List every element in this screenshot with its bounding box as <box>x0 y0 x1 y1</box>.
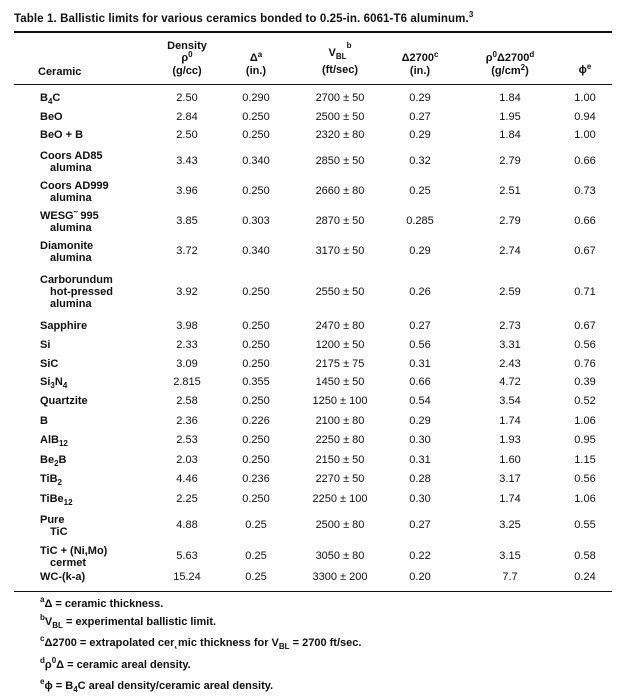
ceramic-name-main: BeO <box>40 111 63 123</box>
ballistic-limit-cell: 2250 ± 80 <box>315 434 365 446</box>
thickness-cell: 0.236 <box>242 473 270 485</box>
thickness-cell: 0.250 <box>242 320 270 332</box>
ceramic-name <box>40 240 158 264</box>
ceramic-name-subscript: 4 <box>47 97 53 106</box>
ceramic-name-main: Pure <box>40 514 65 526</box>
phi-cell: 0.67 <box>574 320 596 332</box>
d2700-cell: 0.285 <box>406 215 434 227</box>
ceramic-name-subscript2: 4 <box>62 381 68 390</box>
thickness-cell: 0.226 <box>242 415 270 427</box>
areal-density-cell: 2.73 <box>499 320 521 332</box>
d2700-cell: 0.28 <box>409 473 431 485</box>
table-caption <box>14 10 614 25</box>
ceramic-name-main: AlB <box>40 434 59 446</box>
density-cell: 2.84 <box>176 111 198 123</box>
d2700-cell: 0.27 <box>409 519 431 531</box>
ballistic-limit-cell: 2150 ± 50 <box>315 454 365 466</box>
header-d2700-unit: (in.) <box>409 65 431 77</box>
ballistic-limit-cell: 2500 ± 50 <box>315 111 365 123</box>
thickness-cell: 0.250 <box>242 185 270 197</box>
ballistic-limit-cell: 2320 ± 80 <box>315 129 365 141</box>
d2700-symbol: Δ2700 <box>401 52 434 64</box>
ballistic-limit-cell: 1200 ± 50 <box>315 339 365 351</box>
thickness-cell: 0.250 <box>242 286 270 298</box>
thickness-cell: 0.340 <box>242 155 270 167</box>
ceramic-name-rest: C <box>52 92 61 104</box>
header-vbl-unit: (ft/sec) <box>321 64 359 76</box>
d2700-cell: 0.30 <box>409 434 431 446</box>
delta-symbol: Δ <box>249 52 258 64</box>
footnote-e-subscript: 4 <box>73 685 78 694</box>
phi-cell: 0.39 <box>574 376 596 388</box>
areal-density-cell: 2.59 <box>499 286 521 298</box>
ceramic-name-subscript: 3 <box>50 381 55 390</box>
footnote-c <box>40 634 362 651</box>
phi-cell: 1.15 <box>574 454 596 466</box>
thickness-cell: 0.250 <box>242 493 270 505</box>
ceramic-name <box>40 434 158 447</box>
rd-superscript: d <box>529 50 535 59</box>
ceramic-name-main: Si <box>40 339 51 351</box>
footnote-e <box>40 677 274 694</box>
ceramic-name-line2: alumina <box>50 162 92 174</box>
d2700-cell: 0.22 <box>409 550 431 562</box>
ceramic-name-line2: TiC <box>50 526 68 538</box>
header-delta-line1 <box>222 52 290 65</box>
footnote-c-text: = extrapolated cer˛mic thickness for V <box>76 637 279 649</box>
phi-superscript: e <box>586 62 592 71</box>
ballistic-limit-cell: 3300 ± 200 <box>312 571 368 583</box>
d2700-cell: 0.29 <box>409 129 431 141</box>
density-cell: 3.92 <box>176 286 198 298</box>
ceramic-name <box>40 473 158 486</box>
ballistic-limit-cell: 2870 ± 50 <box>315 215 365 227</box>
ceramic-name-rest: N <box>54 376 63 388</box>
vbl-superscript: b <box>346 41 352 50</box>
header-delta <box>222 52 290 77</box>
density-cell: 2.33 <box>176 339 198 351</box>
d2700-cell: 0.20 <box>409 571 431 583</box>
ceramic-name-main: B <box>40 415 48 427</box>
header-vbl <box>296 41 384 76</box>
footnote-a-mark: a <box>40 595 45 604</box>
areal-density-cell: 4.72 <box>499 376 521 388</box>
phi-cell: 0.55 <box>574 519 596 531</box>
d2700-cell: 0.66 <box>409 376 431 388</box>
ballistic-limit-cell: 2550 ± 50 <box>315 286 365 298</box>
density-cell: 2.50 <box>176 92 198 104</box>
d2700-cell: 0.27 <box>409 111 431 123</box>
ceramic-name-subscript: 12 <box>58 439 68 448</box>
d2700-cell: 0.30 <box>409 493 431 505</box>
footnote-e-mark: e <box>40 677 45 686</box>
footnote-c-subscript: BL <box>278 642 290 651</box>
ceramic-name <box>40 339 158 351</box>
d2700-cell: 0.29 <box>409 92 431 104</box>
areal-density-cell: 1.84 <box>499 129 521 141</box>
ceramic-name <box>40 274 158 310</box>
density-cell: 2.53 <box>176 434 198 446</box>
areal-density-cell: 1.74 <box>499 493 521 505</box>
header-areal-line1 <box>462 52 558 65</box>
thickness-cell: 0.25 <box>245 519 267 531</box>
ballistic-limit-cell: 2175 ± 75 <box>315 358 365 370</box>
ceramic-name <box>40 150 158 174</box>
density-cell: 2.03 <box>176 454 198 466</box>
thickness-cell: 0.250 <box>242 358 270 370</box>
d2700-cell: 0.27 <box>409 320 431 332</box>
ballistic-limit-cell: 3170 ± 50 <box>315 245 365 257</box>
ceramic-name-main: Quartzite <box>40 395 88 407</box>
footnote-c-symbol: Δ2700 <box>44 637 77 649</box>
header-phi <box>564 64 606 77</box>
phi-cell: 0.52 <box>574 395 596 407</box>
header-rule <box>14 84 612 85</box>
ballistic-limit-cell: 2270 ± 50 <box>315 473 365 485</box>
d2700-cell: 0.32 <box>409 155 431 167</box>
phi-cell: 0.73 <box>574 185 596 197</box>
ballistic-limit-cell: 3050 ± 80 <box>315 550 365 562</box>
density-cell: 3.98 <box>176 320 198 332</box>
ceramic-name-main: Be <box>40 454 55 466</box>
ceramic-name <box>40 376 158 389</box>
ceramic-name-line2: alumina <box>50 222 92 234</box>
footnote-e-text2: C areal density/ceramic areal density. <box>77 680 274 692</box>
footnote-d-symbol2: Δ <box>56 659 65 671</box>
areal-density-cell: 3.17 <box>499 473 521 485</box>
footnote-a <box>40 595 164 610</box>
footnote-d-mark: d <box>40 656 45 665</box>
phi-cell: 0.56 <box>574 473 596 485</box>
thickness-cell: 0.303 <box>242 215 270 227</box>
areal-density-cell: 2.79 <box>499 215 521 227</box>
thickness-cell: 0.290 <box>242 92 270 104</box>
phi-cell: 0.76 <box>574 358 596 370</box>
areal-density-cell: 1.93 <box>499 434 521 446</box>
phi-cell: 1.00 <box>574 92 596 104</box>
ceramic-name-main: TiBe <box>40 493 64 505</box>
d2700-cell: 0.56 <box>409 339 431 351</box>
ballistic-limit-cell: 2500 ± 80 <box>315 519 365 531</box>
bottom-rule <box>14 591 612 592</box>
ballistic-limit-cell: 1450 ± 50 <box>315 376 365 388</box>
thickness-cell: 0.25 <box>245 550 267 562</box>
thickness-cell: 0.340 <box>242 245 270 257</box>
areal-density-cell: 2.74 <box>499 245 521 257</box>
ceramic-name <box>40 210 158 234</box>
density-cell: 2.25 <box>176 493 198 505</box>
vbl-symbol: V <box>328 47 336 59</box>
phi-cell: 0.24 <box>574 571 596 583</box>
rd-delta-symbol: Δ2700 <box>496 52 530 64</box>
phi-cell: 1.06 <box>574 493 596 505</box>
rho-symbol: ρ <box>181 52 189 64</box>
rd-rho-superscript: 0 <box>492 50 497 59</box>
vbl-subscript: BL <box>335 52 347 61</box>
d2700-cell: 0.25 <box>409 185 431 197</box>
caption-text: Table 1. Ballistic limits for various ceramics bonded to 0.25-in. 6061-T6 aluminum. <box>14 12 469 25</box>
density-cell: 5.63 <box>176 550 198 562</box>
ceramic-name <box>40 545 158 569</box>
areal-density-cell: 3.15 <box>499 550 521 562</box>
ceramic-name <box>40 320 158 332</box>
density-cell: 2.58 <box>176 395 198 407</box>
ceramic-name <box>40 493 158 506</box>
ceramic-name-main: Si <box>40 376 51 388</box>
ceramic-name <box>40 129 158 141</box>
caption-reference: 3 <box>468 10 474 19</box>
footnote-a-text: = ceramic thickness. <box>52 598 164 610</box>
ceramic-name-line2: cermet <box>50 557 87 569</box>
header-density-unit: (g/cc) <box>172 65 202 77</box>
header-vbl-line1 <box>296 41 384 64</box>
d2700-cell: 0.31 <box>409 358 431 370</box>
ceramic-name-line3: alumina <box>50 298 92 310</box>
header-density-line2 <box>156 52 218 65</box>
areal-density-cell: 2.51 <box>499 185 521 197</box>
footnote-d-superscript: 0 <box>51 656 57 665</box>
header-d2700 <box>388 52 452 77</box>
header-d2700-line1 <box>388 52 452 65</box>
density-cell: 15.24 <box>173 571 201 583</box>
ceramic-name-main: BeO + B <box>40 129 84 141</box>
header-areal-density <box>462 52 558 78</box>
density-cell: 3.85 <box>176 215 198 227</box>
ceramic-name <box>40 358 158 370</box>
rho-superscript: 0 <box>188 50 193 59</box>
areal-density-cell: 3.31 <box>499 339 521 351</box>
ceramic-name-main: WC-(k-a) <box>40 571 86 583</box>
thickness-cell: 0.250 <box>242 339 270 351</box>
ceramic-name <box>40 415 158 427</box>
ceramic-name-main: Coors AD85 <box>40 150 103 162</box>
d2700-cell: 0.29 <box>409 245 431 257</box>
footnote-b-mark: b <box>40 613 45 622</box>
density-cell: 3.43 <box>176 155 198 167</box>
ceramic-name-main: Diamonite <box>40 240 94 252</box>
ceramic-name-line2: alumina <box>50 252 92 264</box>
thickness-cell: 0.355 <box>242 376 270 388</box>
phi-cell: 1.06 <box>574 415 596 427</box>
phi-cell: 0.66 <box>574 215 596 227</box>
footnote-d-symbol: ρ <box>44 659 52 671</box>
ceramic-name <box>40 571 158 583</box>
ceramic-name-main: B <box>40 92 48 104</box>
phi-cell: 0.56 <box>574 339 596 351</box>
areal-density-cell: 3.25 <box>499 519 521 531</box>
d2700-cell: 0.26 <box>409 286 431 298</box>
footnote-c-mark: c <box>40 634 45 643</box>
density-cell: 3.72 <box>176 245 198 257</box>
footnote-d-text: = ceramic areal density. <box>64 659 191 671</box>
header-density <box>156 40 218 77</box>
footnote-b-symbol: V <box>44 616 53 628</box>
areal-density-cell: 7.7 <box>502 571 518 583</box>
density-cell: 4.46 <box>176 473 198 485</box>
rd-unit-text: (g/cm <box>491 65 521 77</box>
thickness-cell: 0.250 <box>242 111 270 123</box>
ceramic-name-line2: hot-pressed <box>50 286 113 298</box>
ballistic-limit-cell: 2250 ± 100 <box>312 493 368 505</box>
ceramic-name-subscript: 2 <box>54 459 59 468</box>
phi-cell: 0.95 <box>574 434 596 446</box>
d2700-cell: 0.29 <box>409 415 431 427</box>
ballistic-limit-cell: 2100 ± 80 <box>315 415 365 427</box>
ceramic-name-rest: B <box>58 454 67 466</box>
header-density-line1: Density <box>167 40 207 52</box>
header-areal-unit <box>462 65 558 78</box>
ceramic-name-main: TiC + (Ni,Mo) <box>40 545 108 557</box>
thickness-cell: 0.250 <box>242 395 270 407</box>
phi-cell: 1.00 <box>574 129 596 141</box>
thickness-cell: 0.25 <box>245 571 267 583</box>
ceramic-name-subscript: 2 <box>57 478 62 487</box>
footnote-b-text: = experimental ballistic limit. <box>62 616 217 628</box>
phi-cell: 0.67 <box>574 245 596 257</box>
ceramic-name-main: TiB <box>40 473 58 485</box>
phi-cell: 0.94 <box>574 111 596 123</box>
thickness-cell: 0.250 <box>242 129 270 141</box>
footnote-d <box>40 656 191 671</box>
rd-unit-exponent: 2 <box>520 63 526 72</box>
thickness-cell: 0.250 <box>242 434 270 446</box>
areal-density-cell: 3.54 <box>499 395 521 407</box>
ceramic-name <box>40 395 158 407</box>
header-delta-unit: (in.) <box>245 65 267 77</box>
thickness-cell: 0.250 <box>242 454 270 466</box>
areal-density-cell: 1.84 <box>499 92 521 104</box>
ceramic-name-main: Sapphire <box>40 320 88 332</box>
phi-symbol: ϕ <box>578 64 587 76</box>
areal-density-cell: 2.79 <box>499 155 521 167</box>
density-cell: 2.36 <box>176 415 198 427</box>
ceramic-name-main: SiC <box>40 358 59 370</box>
ceramic-name-main: Carborundum <box>40 274 113 286</box>
ceramic-name-line2: alumina <box>50 192 92 204</box>
delta-superscript: a <box>257 50 263 59</box>
ceramic-name <box>40 514 158 538</box>
footnote-e-symbol: ϕ <box>44 680 53 692</box>
rd-rho-symbol: ρ <box>485 52 493 64</box>
areal-density-cell: 1.74 <box>499 415 521 427</box>
ballistic-limit-cell: 2850 ± 50 <box>315 155 365 167</box>
rd-unit-close: ) <box>525 65 529 77</box>
density-cell: 2.50 <box>176 129 198 141</box>
ceramic-name <box>40 111 158 123</box>
ceramic-name <box>40 92 158 105</box>
phi-cell: 0.58 <box>574 550 596 562</box>
footnote-b-subscript: BL <box>52 621 63 630</box>
phi-cell: 0.66 <box>574 155 596 167</box>
areal-density-cell: 1.95 <box>499 111 521 123</box>
ballistic-limit-cell: 2470 ± 80 <box>315 320 365 332</box>
footnote-e-text: = B <box>52 680 74 692</box>
ceramic-name-main: Coors AD999 <box>40 180 109 192</box>
d2700-cell: 0.31 <box>409 454 431 466</box>
phi-cell: 0.71 <box>574 286 596 298</box>
ballistic-limit-cell: 1250 ± 100 <box>312 395 368 407</box>
ceramic-name-subscript: 12 <box>63 498 73 507</box>
ceramic-name <box>40 454 158 467</box>
areal-density-cell: 1.60 <box>499 454 521 466</box>
footnote-c-text2: = 2700 ft/sec. <box>289 637 362 649</box>
d2700-superscript: c <box>433 50 439 59</box>
density-cell: 4.88 <box>176 519 198 531</box>
ceramic-name-main: WESG˜ 995 <box>40 210 99 222</box>
footnote-a-symbol: Δ <box>44 598 53 610</box>
top-rule <box>14 31 612 33</box>
ballistic-limit-cell: 2700 ± 50 <box>315 92 365 104</box>
d2700-cell: 0.54 <box>409 395 431 407</box>
header-ceramic: Ceramic <box>38 66 82 78</box>
areal-density-cell: 2.43 <box>499 358 521 370</box>
density-cell: 2.815 <box>173 376 201 388</box>
ceramic-name <box>40 180 158 204</box>
footnote-b <box>40 613 217 630</box>
density-cell: 3.09 <box>176 358 198 370</box>
ballistic-limit-cell: 2660 ± 80 <box>315 185 365 197</box>
density-cell: 3.96 <box>176 185 198 197</box>
